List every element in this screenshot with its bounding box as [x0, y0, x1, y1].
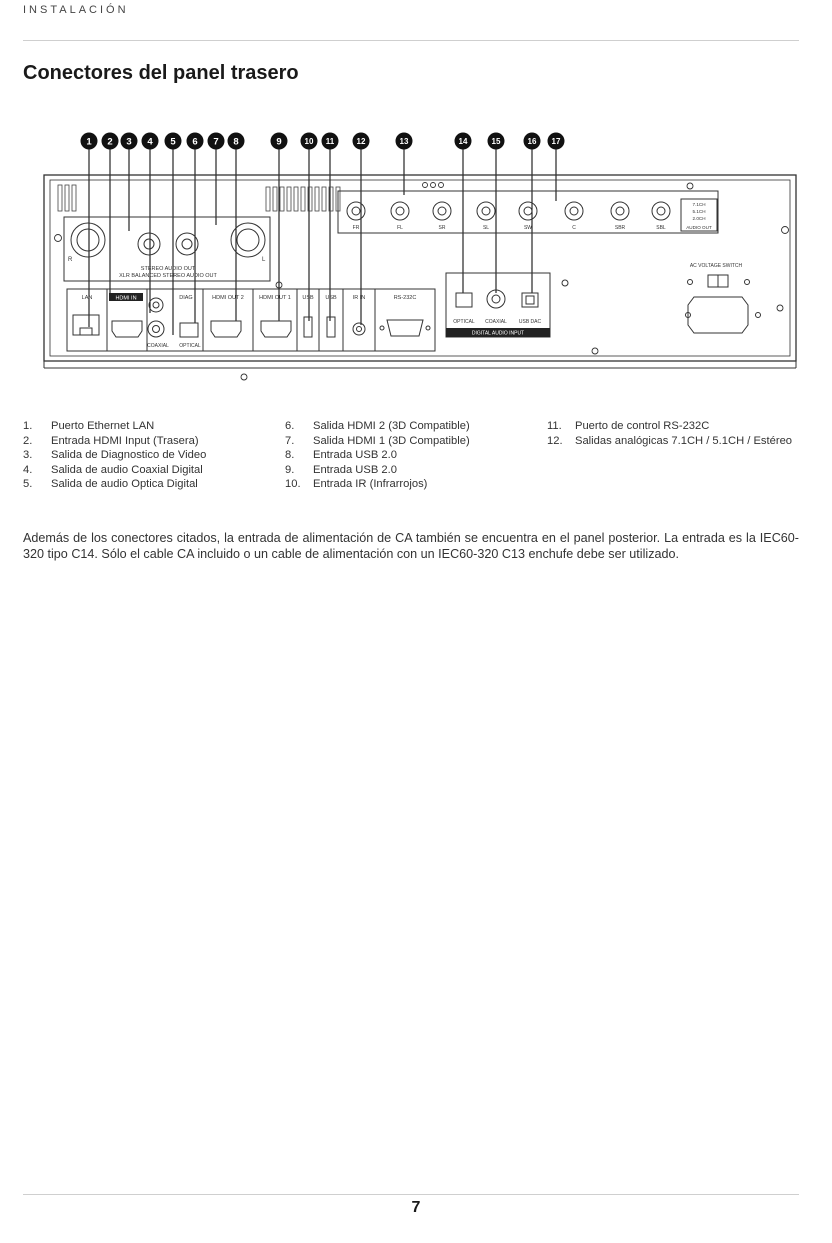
callout-15 [488, 133, 505, 150]
legend-text: Salida de audio Optica Digital [51, 478, 198, 491]
callout-13 [396, 133, 413, 150]
mode-20-label: 2.0CH [692, 216, 706, 221]
mode-51-label: 5.1CH [692, 209, 706, 214]
callouts [81, 133, 565, 150]
ac-inlet [562, 275, 761, 333]
svg-text:16: 16 [527, 137, 537, 146]
legend-item [23, 463, 273, 478]
xlr-r-label: R [68, 257, 73, 263]
optical-in-label: OPTICAL [453, 319, 475, 325]
header-divider [23, 40, 799, 41]
callout-leaders [89, 148, 556, 335]
callout-8 [228, 133, 245, 150]
legend-number: 7. [285, 434, 295, 447]
svg-text:10: 10 [304, 137, 314, 146]
svg-text:14: 14 [458, 137, 468, 146]
svg-text:4: 4 [147, 136, 153, 148]
footer-divider [23, 1194, 799, 1195]
legend-number: 11. [547, 420, 562, 432]
legend-item [23, 419, 273, 434]
stereo-audio-out-label: STEREO AUDIO OUT [140, 266, 196, 272]
legend-text: Salida HDMI 1 (3D Compatible) [313, 434, 470, 447]
xlr-balanced-label: XLR BALANCED STEREO AUDIO OUT [119, 273, 217, 279]
xlr-l-label: L [262, 257, 266, 263]
callout-7 [208, 133, 225, 150]
legend-text: Salida de Diagnostico de Video [51, 449, 207, 462]
legend-text: Salida HDMI 2 (3D Compatible) [313, 420, 470, 432]
legend-number: 4. [23, 463, 33, 476]
callout-10 [301, 133, 318, 150]
sbr-label: SBR [614, 225, 626, 231]
legend-column-1 [23, 419, 273, 492]
svg-text:1: 1 [86, 136, 92, 148]
callout-3 [121, 133, 138, 150]
svg-text:8: 8 [233, 136, 239, 148]
page-number: 7 [411, 1199, 421, 1216]
sw-label: SW [523, 225, 533, 231]
usb-dac-label: USB DAC [518, 319, 542, 325]
fl-label: FL [397, 225, 403, 231]
svg-text:5: 5 [170, 136, 176, 148]
svg-text:12: 12 [356, 137, 366, 146]
hdmi-out-1-label: HDMI OUT 1 [259, 295, 291, 301]
legend-item [547, 419, 799, 434]
legend-number: 8. [285, 449, 295, 462]
legend-column-2 [285, 419, 540, 492]
digital-audio-input-label: DIGITAL AUDIO INPUT [471, 330, 525, 337]
lan-label: LAN [81, 295, 93, 301]
svg-text:11: 11 [325, 137, 335, 146]
ir-in-label: IR IN [352, 295, 366, 301]
legend-item [285, 434, 540, 449]
sl-label: SL [482, 225, 490, 231]
svg-text:7: 7 [213, 136, 219, 148]
svg-text:3: 3 [126, 136, 132, 148]
hdmi-out-2-label: HDMI OUT 2 [212, 295, 244, 301]
c-label: C [572, 225, 576, 231]
callout-9 [271, 133, 288, 150]
svg-text:6: 6 [192, 136, 198, 148]
ac-voltage-switch-label: AC VOLTAGE SWITCH [689, 263, 743, 269]
legend-number: 9. [285, 463, 295, 476]
power-input-paragraph: Además de los conectores citados, la entrada de alimentación de CA también se encuentra en el panel posterior. La entrada es la IEC60-320 tipo C14. Sólo el cable CA incluido o un cable de alimentación con un IEC60-320 C13 enchufe debe ser utilizado. [23, 531, 799, 561]
legend-item [285, 448, 540, 463]
audio-out-label: AUDIO OUT [686, 225, 712, 230]
legend-text: Entrada IR (Infrarrojos) [313, 478, 428, 491]
legend-number: 5. [23, 478, 33, 491]
svg-text:15: 15 [491, 137, 501, 146]
legend-item [285, 419, 540, 434]
legend-item [547, 434, 799, 449]
legend-text: Salida de audio Coaxial Digital [51, 463, 203, 476]
optical-out-label: OPTICAL [179, 343, 201, 349]
svg-text:17: 17 [551, 137, 561, 146]
sbl-label: SBL [656, 225, 666, 231]
legend-text: Entrada USB 2.0 [313, 463, 397, 476]
legend-number: 2. [23, 434, 33, 447]
legend-item [285, 477, 540, 492]
mode-71-label: 7.1CH [692, 202, 706, 207]
svg-text:2: 2 [107, 136, 113, 148]
legend-number: 6. [285, 420, 295, 432]
legend-number: 12. [547, 434, 563, 447]
legend-item [285, 463, 540, 478]
callout-14 [455, 133, 472, 150]
legend-text: Entrada HDMI Input (Trasera) [51, 434, 199, 447]
coaxial-out-label: COAXIAL [147, 343, 169, 349]
usb-2-label: USB [325, 295, 337, 301]
svg-text:13: 13 [399, 137, 409, 146]
legend-text: Salidas analógicas 7.1CH / 5.1CH / Estéreo [575, 434, 793, 447]
coaxial-in-label: COAXIAL [485, 319, 507, 325]
rear-panel-diagram [40, 125, 800, 385]
digital-audio-input [446, 273, 550, 337]
fr-label: FR [352, 225, 360, 231]
legend-number: 10. [285, 478, 301, 491]
diag-label: DIAG [179, 295, 193, 301]
legend-column-3 [547, 419, 799, 448]
legend-number: 3. [23, 449, 33, 462]
legend-item [23, 434, 273, 449]
rs232c-label: RS-232C [393, 295, 417, 301]
sr-label: SR [438, 225, 446, 231]
vent-slots [58, 185, 340, 211]
callout-11 [322, 133, 339, 150]
legend-text: Puerto de control RS-232C [575, 420, 710, 432]
callout-16 [524, 133, 541, 150]
legend-text: Puerto Ethernet LAN [51, 420, 155, 432]
callout-6 [187, 133, 204, 150]
section-header: INSTALACIÓN [23, 4, 129, 16]
callout-17 [548, 133, 565, 150]
callout-5 [165, 133, 182, 150]
svg-text:9: 9 [276, 136, 282, 148]
callout-4 [142, 133, 159, 150]
legend-item [23, 477, 273, 492]
callout-12 [353, 133, 370, 150]
legend-number: 1. [23, 420, 33, 432]
usb-1-label: USB [302, 295, 314, 301]
page-title: Conectores del panel trasero [23, 62, 299, 84]
legend-item [23, 448, 273, 463]
legend-text: Entrada USB 2.0 [313, 449, 397, 462]
hdmi-in-label: HDMI IN [115, 295, 137, 302]
callout-2 [102, 133, 119, 150]
callout-1 [81, 133, 98, 150]
